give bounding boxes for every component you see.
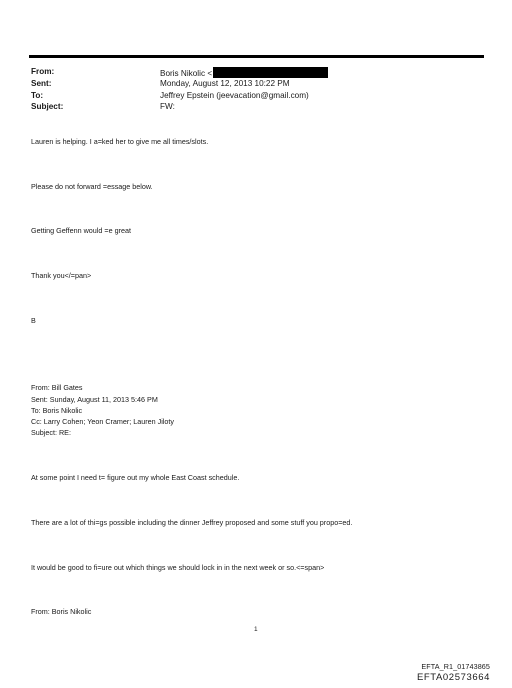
fwd-sent: Sent: Sunday, August 11, 2013 5:46 PM [31,395,158,404]
fwd-cc: Cc: Larry Cohen; Yeon Cramer; Lauren Jiloty [31,417,175,426]
sent-label: Sent: [31,79,52,88]
bates-number-1: EFTA_R1_01743865 [421,662,490,671]
fwd-subject: Subject: RE: [31,428,71,437]
body-line-5: B [31,316,36,325]
fwd-from: From: Bill Gates [31,383,83,392]
fwd-para-1: At some point I need t= figure out my whole East Coast schedule. [31,473,240,482]
body-line-2: Please do not forward =essage below. [31,182,153,191]
bates-number-2: EFTA02573664 [416,672,490,683]
subject-label: Subject: [31,102,64,111]
redaction-block [213,67,328,78]
fwd-para-2: There are a lot of thi=gs possible including the dinner Jeffrey proposed and some stuff you propo=ed. [31,518,353,527]
fwd-to: To: Boris Nikolic [31,406,83,415]
fwd-para-3: It would be good to fi=ure out which things we should lock in in the next week or so.<=span> [31,563,325,572]
from-label: From: [31,67,55,76]
from-value [160,67,328,79]
fwd-from-2: From: Boris Nikolic [31,607,92,616]
subject-value: FW: [160,102,175,111]
page-number: 1 [254,626,258,633]
to-value: Jeffrey Epstein (jeevacation@gmail.com) [160,91,309,100]
to-label: To: [31,91,44,100]
sent-value: Monday, August 12, 2013 10:22 PM [160,79,290,88]
body-line-3: Getting Geffenn would =e great [31,226,131,235]
body-line-4: Thank you</=pan> [31,271,92,280]
header-rule [29,55,484,58]
from-name: Boris Nikolic < [160,69,213,78]
body-line-1: Lauren is helping. I a=ked her to give me all times/slots. [31,137,209,146]
